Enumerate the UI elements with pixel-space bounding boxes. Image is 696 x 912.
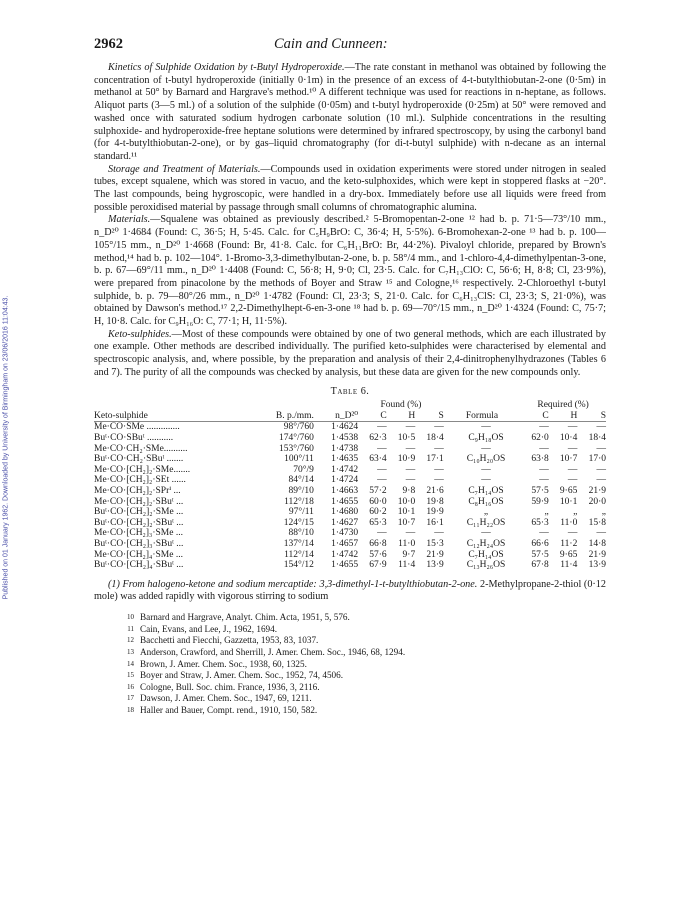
paragraph	[94, 329, 606, 380]
table-cell: 60·2	[369, 507, 387, 518]
table-cell: 88°/10	[288, 528, 314, 539]
table-cell: —	[481, 475, 491, 486]
method-section	[94, 579, 606, 604]
reference-text: Cologne, Bull. Soc. chim. France, 1936, 3, 2116.	[140, 681, 320, 692]
table-cell: Buᵗ·CO·[CH₂]₄·SBuᵗ ...	[94, 560, 184, 571]
table-cell: 10·1	[397, 507, 416, 518]
reference-number: 14	[127, 659, 134, 668]
table-cell: C₁₀H₂₀OS	[466, 454, 506, 465]
table-cell: 1·4738	[331, 443, 359, 454]
table-cell: 18·4	[426, 433, 444, 444]
table-cell: —	[539, 464, 549, 475]
table-cell: —	[434, 464, 444, 475]
table-cell: 174°/760	[278, 433, 314, 444]
table-cell: —	[567, 464, 578, 475]
table-cell: 9·8	[402, 486, 416, 497]
table-cell: 112°/14	[284, 549, 314, 560]
article-page	[94, 38, 606, 717]
table-cell: Buᵗ·CO·CH₂·SBuᵗ .......	[94, 454, 184, 465]
table-row	[94, 433, 606, 444]
table-cell: 1·4680	[331, 507, 359, 518]
table-cell: C₁₂H₂₄OS	[466, 539, 506, 549]
column-header: C	[520, 411, 549, 422]
table-cell: 21·9	[426, 549, 444, 560]
table-row	[94, 528, 606, 539]
table-cell: 63·4	[369, 454, 387, 465]
running-title: Cain and Cunneen:	[274, 36, 388, 52]
table-cell: 1·4663	[331, 486, 359, 497]
table-cell: „	[573, 507, 578, 518]
reference-text: Dawson, J. Amer. Chem. Soc., 1947, 69, 1211.	[140, 693, 312, 704]
table-cell: 14·8	[588, 539, 606, 549]
table-cell: —	[596, 422, 606, 433]
column-header: Formula	[444, 411, 520, 422]
reference-text: Boyer and Straw, J. Amer. Chem. Soc., 1952, 74, 4506.	[140, 670, 344, 681]
table-row	[94, 560, 606, 571]
table-cell: 1·4655	[331, 496, 359, 507]
table-cell: 66·8	[369, 539, 387, 549]
table-cell: —	[567, 443, 578, 454]
reference-item	[94, 693, 606, 705]
table-cell: 66·6	[531, 539, 549, 549]
table-cell: 1·4742	[331, 549, 359, 560]
table-cell: C₉H₁₈OS	[468, 433, 504, 444]
group-required: Required (%)	[537, 400, 589, 411]
reference-number: 10	[127, 613, 134, 622]
table-row	[94, 486, 606, 497]
download-watermark	[0, 150, 12, 750]
table-cell: 1·4655	[331, 560, 359, 571]
table-cell: 10·0	[397, 496, 416, 507]
table-cell: —	[596, 528, 606, 539]
paragraph-text: —Most of these compounds were obtained by one of two general methods, which are each illustrated by one example. Other methods are described individually. The purified keto-sulphides were characterised by elemental and spectroscopic analysis, and, where possible, by the preparation and analysis of their 2,4-dinitrophenylhydrazones (Tables 6 and 7). The purity of all the compounds was checked by analysis, but these data are given for the new compounds only.	[94, 328, 606, 378]
data-table	[94, 400, 606, 571]
table-cell: 124°/15	[283, 517, 314, 528]
table-cell: Me·CO·[CH₂]₂·SEt ......	[94, 475, 186, 486]
table-cell: Me·CO·SMe ..............	[94, 422, 180, 433]
table-cell: 100°/11	[284, 454, 314, 465]
table-cell: 9·65	[559, 549, 578, 560]
table-cell: —	[405, 464, 416, 475]
reference-number: 18	[127, 705, 134, 714]
reference-text: Bacchetti and Fiecchi, Gazzetta, 1953, 83, 1037.	[140, 635, 319, 646]
table-cell: 18·4	[588, 433, 606, 444]
column-header: n_D²⁰	[314, 411, 358, 422]
paragraph-heading: Storage and Treatment of Materials.	[108, 163, 261, 175]
table-cell: 11·2	[560, 539, 578, 549]
reference-item	[94, 647, 606, 659]
table-cell: —	[567, 475, 578, 486]
table-cell: 63·8	[531, 454, 549, 465]
reference-list	[94, 612, 606, 716]
table-cell: —	[405, 528, 416, 539]
reference-item	[94, 670, 606, 682]
reference-text: Haller and Bauer, Compt. rend., 1910, 150, 582.	[140, 704, 318, 715]
table-cell: 1·4724	[331, 475, 359, 486]
table-cell: 17·1	[426, 454, 444, 465]
table-cell: 15·3	[426, 539, 444, 549]
reference-text: Brown, J. Amer. Chem. Soc., 1938, 60, 1325.	[140, 658, 307, 669]
table-cell: 17·0	[588, 454, 606, 465]
reference-number: 15	[127, 671, 134, 680]
table-cell: C₁₁H₂₂OS	[466, 517, 506, 528]
table-cell: 62·0	[531, 433, 549, 444]
table-cell: 1·4657	[331, 539, 359, 549]
table-cell: 1·4627	[331, 517, 359, 528]
reference-text: Anderson, Crawford, and Sherrill, J. Amer. Chem. Soc., 1946, 68, 1294.	[140, 646, 406, 657]
reference-number: 12	[127, 636, 134, 645]
table-row	[94, 475, 606, 486]
method-text: 2-Methylpropane-2-thiol (0·12 mole) was added rapidly with vigorous stirring to sodium	[94, 578, 606, 603]
paragraph	[94, 62, 606, 164]
table-cell: 10·9	[397, 454, 416, 465]
table-row	[94, 550, 606, 561]
table-cell: Me·CO·[CH₂]₂·SBuᵗ ...	[94, 496, 184, 507]
table-cell: 20·0	[588, 496, 606, 507]
reference-number: 11	[127, 624, 134, 633]
table-cell: 11·0	[560, 517, 578, 528]
page-number: 2962	[94, 36, 123, 52]
table-cell: 21·9	[588, 549, 606, 560]
table-cell: 65·3	[369, 517, 387, 528]
table-cell: —	[405, 422, 416, 433]
paragraph	[94, 164, 606, 215]
table-cell: 9·7	[402, 549, 416, 560]
table-cell: 57·6	[369, 549, 387, 560]
reference-item	[94, 624, 606, 636]
table-cell: Me·CO·[CH₂]₃·SMe ...	[94, 528, 183, 539]
table-cell: —	[405, 475, 416, 486]
table-cell: Me·CO·[CH₂]₂·SMe.......	[94, 464, 191, 475]
table-cell: 10·7	[559, 454, 578, 465]
table-cell: —	[481, 443, 491, 454]
table-cell: —	[377, 528, 387, 539]
running-head	[94, 38, 606, 62]
table-cell: —	[539, 422, 549, 433]
table-cell: 11·4	[398, 560, 416, 571]
table-cell: C₇H₁₄OS	[468, 549, 504, 560]
table-cell: —	[481, 464, 491, 475]
paragraph	[94, 214, 606, 328]
reference-number: 16	[127, 682, 134, 691]
table-cell: 10·4	[559, 433, 578, 444]
reference-number: 17	[127, 694, 134, 703]
table-cell: —	[567, 422, 578, 433]
table-cell: —	[539, 528, 549, 539]
table-cell: —	[377, 475, 387, 486]
table-cell: 10·1	[559, 496, 578, 507]
table-cell: 1·4730	[331, 528, 359, 539]
paragraph-text: —Compounds used in oxidation experiments were stored under nitrogen in sealed tubes, except squalene, which was stored in vacuo, and the keto-sulphoxides, which were kept in stoppered flasks at −20°. The last compounds, being hygroscopic, were handled in a dry-box. Immediately before use all liquids were freed from possible peroxidised material by passage through small columns of chromatographic alumina.	[94, 163, 606, 213]
table-cell: Buᵗ·CO·[CH₂]₂·SBuᵗ ...	[94, 517, 184, 528]
table-cell: 67·8	[531, 560, 549, 571]
paragraph-heading: Keto-sulphides.	[108, 328, 172, 340]
table-cell: —	[377, 422, 387, 433]
table-cell: 154°/12	[283, 560, 314, 571]
table-cell: 57·2	[369, 486, 387, 497]
table-cell: 16·1	[426, 517, 444, 528]
table-cell: —	[434, 528, 444, 539]
table-cell: 70°/9	[293, 464, 314, 475]
table-cell: 11·0	[398, 539, 416, 549]
table-cell: 15·8	[588, 517, 606, 528]
table-cell: 1·4538	[331, 433, 359, 444]
table-cell: 13·9	[588, 560, 606, 571]
column-header: B. p./mm.	[252, 411, 314, 422]
column-header: H	[549, 411, 578, 422]
reference-item	[94, 635, 606, 647]
table-cell: 57·5	[531, 486, 549, 497]
table-cell: C₁₃H₂₆OS	[466, 560, 506, 571]
paragraph-heading: Kinetics of Sulphide Oxidation by t-Butyl Hydroperoxide.	[108, 62, 345, 73]
column-header: S	[577, 411, 606, 422]
table-cell: 60·0	[369, 496, 387, 507]
table-cell: 67·9	[369, 560, 387, 571]
table-cell: 21·6	[426, 486, 444, 497]
table-row	[94, 497, 606, 508]
table-cell: 9·65	[559, 486, 578, 497]
table-cell: —	[434, 443, 444, 454]
table-cell: —	[481, 422, 491, 433]
watermark-text: Published on 01 January 1962. Downloaded by University of Birmingham on 23/06/2016 11:04:43.	[2, 295, 10, 600]
table-body	[94, 422, 606, 571]
table-cell: 1·4624	[331, 422, 359, 433]
table-cell: —	[405, 443, 416, 454]
body-text	[94, 62, 606, 380]
table-cell: 19·8	[426, 496, 444, 507]
table-cell: 1·4742	[331, 464, 359, 475]
table-cell: 13·9	[426, 560, 444, 571]
reference-text: Barnard and Hargrave, Analyt. Chim. Acta, 1951, 5, 576.	[140, 612, 350, 623]
reference-number: 13	[127, 647, 134, 656]
table-cell: 84°/14	[288, 475, 314, 486]
table-cell: 10·7	[397, 517, 416, 528]
method-heading: (1) From halogeno-ketone and sodium mercaptide: 3,3-dimethyl-1-t-butylthiobutan-2-one.	[108, 578, 478, 590]
table-cell: Buᵗ·CO·[CH₂]₂·SMe ...	[94, 507, 184, 518]
table-row	[94, 539, 606, 550]
table-cell: Me·CO·[CH₂]₄·SMe ...	[94, 549, 183, 560]
table-column-headers	[94, 411, 606, 422]
paragraph-text: —Squalene was obtained as previously described.² 5-Bromopentan-2-one ¹² had b. p. 71·5—73°/10 mm., n_D²⁰ 1·4684 (Found: C, 36·5; H, 5·45. Calc. for C₅H₉BrO: C, 36·4; H, 5·5%). 6-Bromohexan-2-one ¹³ had b. p. 100—105°/15 mm., n_D²⁰ 1·4668 (Found: Br, 41·8. Calc. for C₆H₁₁BrO: Br, 44·2%). Pivaloyl chloride, prepared by Brown's method,¹⁴ had b. p. 102—104°. 1-Bromo-3,3-dimethylbutan-2-one, b. p. 58°/4 mm., and 1-chloro-4,4-dimethylpentan-3-one, b. p. 67—69°/11 mm., n_D²⁰ 1·4408 (Found: C, 56·8; H, 9·0; Cl, 23·5. Calc. for C₇H₁₃ClO: C, 56·6; H, 8·8; Cl, 23·9%), were prepared from pinacolone by the methods of Boyer and Straw ¹⁵ and Cologne,¹⁶ respectively. 2-Chloroethyl t-butyl sulphide, b. p. 79—80°/26 mm., n_D²⁰ 1·4782 (Found: Cl, 23·3; S, 21·0. Calc. for C₆H₁₃ClS: Cl, 23·3; S, 21·0%), was obtained by Dawson's method.¹⁷ 2,2-Dimethylhept-6-en-3-one ¹⁸ had b. p. 69—70°/15 mm., n_D²⁰ 1·4324 (Found: C, 75·7; H, 10·8. Calc. for C₉H₁₆O: C, 77·1; H, 11·5%).	[94, 214, 606, 328]
reference-item	[94, 659, 606, 671]
table-title: Table 6.	[330, 385, 370, 397]
table-cell: 97°/11	[288, 507, 314, 518]
table-cell: C₈H₁₆OS	[468, 496, 504, 507]
table-cell: „	[483, 507, 489, 518]
table-row	[94, 518, 606, 529]
table-cell: 62·3	[369, 433, 387, 444]
table-cell: „	[601, 507, 606, 518]
table-cell: 137°/14	[283, 539, 314, 549]
table-row	[94, 454, 606, 465]
table-cell: 1·4635	[331, 454, 359, 465]
table-cell: —	[596, 475, 606, 486]
table-cell: 10·5	[397, 433, 416, 444]
table-cell: „	[544, 507, 549, 518]
reference-item	[94, 705, 606, 717]
table-cell: 153°/760	[278, 443, 314, 454]
table-cell: Me·CO·CH₂·SMe..........	[94, 443, 188, 454]
table-cell: —	[434, 422, 444, 433]
table-cell: 59·9	[531, 496, 549, 507]
reference-item	[94, 612, 606, 624]
table-cell: —	[434, 475, 444, 486]
table-cell: —	[596, 464, 606, 475]
paragraph-text: —The rate constant in methanol was obtained by following the concentration of t-butyl hydroperoxide (initially 0·1m) in the presence of an excess of 4-t-butylthiobutan-2-one (0·5m) in methanol at 50° by Barnard and Hargrave's method.¹⁰ A different technique was used for reactions in n-heptane, as follows. Aliquot parts (3—5 ml.) of a solution of the sulphide (0·05m) and t-butyl hydroperoxide (0·25m) at 50° were removed and washed once with saturated sodium hydrogen carbonate solution (10 ml.). Sulphide concentrations in the resulting sulphoxide- and hydroperoxide-free heptane solutions were determined by infrared spectroscopy, by using the carbonyl band (for 4-t-butylthiobutan-2-one), or by gas–liquid chromatography (for di-t-butyl sulphide) with n-decane as an internal standard.¹¹	[94, 62, 606, 162]
table-cell: 89°/10	[288, 486, 314, 497]
table-cell: 65·3	[531, 517, 549, 528]
table-row	[94, 444, 606, 455]
table-cell: —	[377, 464, 387, 475]
column-header: Keto-sulphide	[94, 411, 252, 422]
column-header: C	[358, 411, 387, 422]
paragraph-heading: Materials.	[108, 214, 151, 226]
table-cell: —	[539, 475, 549, 486]
table-cell: —	[481, 528, 491, 539]
table-cell: —	[377, 443, 387, 454]
table-cell: Buᵗ·CO·[CH₂]₃·SBuᵗ ...	[94, 539, 184, 549]
table-cell: Me·CO·[CH₂]₂·SPrⁱ ...	[94, 486, 181, 497]
table-row	[94, 422, 606, 433]
table-cell: —	[539, 443, 549, 454]
reference-item	[94, 682, 606, 694]
table-cell: 11·4	[560, 560, 578, 571]
table-row	[94, 507, 606, 518]
table-group-header	[94, 400, 606, 411]
column-header: S	[415, 411, 444, 422]
table-cell: 21·9	[588, 486, 606, 497]
reference-text: Cain, Evans, and Lee, J., 1962, 1694.	[140, 623, 278, 634]
table-row	[94, 465, 606, 476]
table-cell: —	[567, 528, 578, 539]
table-cell: —	[596, 443, 606, 454]
table-cell: 112°/18	[284, 496, 314, 507]
table-cell: 98°/760	[283, 422, 314, 433]
table-cell: 19·9	[426, 507, 444, 518]
table-cell: Buᵗ·CO·SBuᵗ ...........	[94, 433, 174, 444]
group-found: Found (%)	[380, 400, 422, 411]
table-cell: 57·5	[531, 549, 549, 560]
table-cell: C₇H₁₄OS	[468, 486, 504, 497]
column-header: H	[387, 411, 416, 422]
